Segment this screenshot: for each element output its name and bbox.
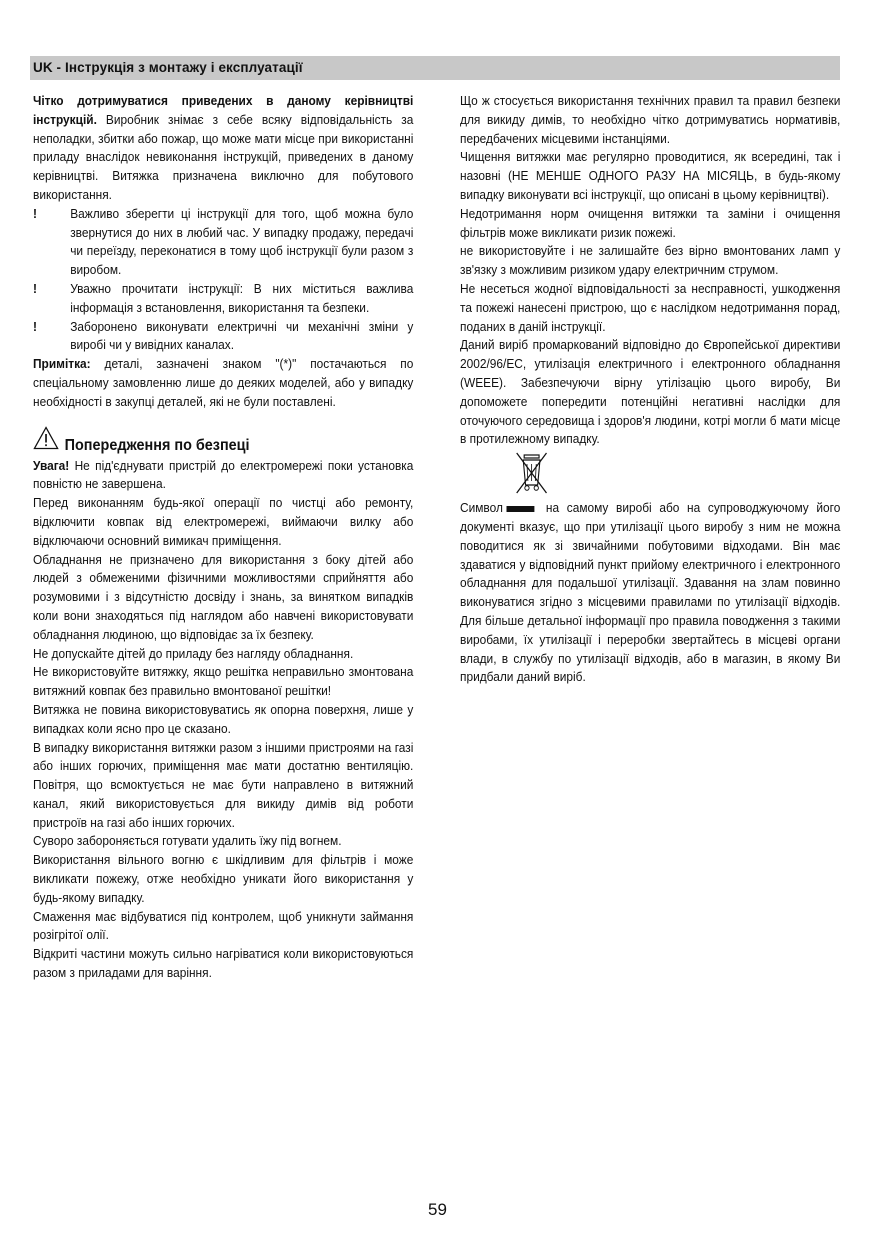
note-paragraph — [33, 355, 413, 411]
black-bar-icon — [507, 506, 535, 512]
left-column — [33, 92, 413, 983]
warning-text: Не під'єднувати пристрій до електромережі поки установка повністю не завершена. — [33, 457, 414, 492]
bullet-text: Заборонено виконувати електричні чи механічні зміни у виробі чи у вивідних каналах. — [70, 318, 414, 353]
info-paragraph: Не несеться жодної відповідальності за несправності, ушкодження та пожежі нанесені пристрою, що є наслідком недотримання порад, поданих в даній інструкції. — [460, 280, 841, 334]
warning-triangle-icon — [33, 426, 59, 457]
symbol-text: на самому виробі або на супроводжуючому його документі вказує, що при утилізації цього виробу з ним не можна поводитися як зі звичайними побутовими відходами. Він має здаватися у відповідний пункт прийому електричного і електронного обладнання для подальшої утилізації. Здавання на злам повинно виконуватися згідно з місцевими правилами по утилізації відходів. Для більше детальної інформації про правила поводження з такими виробами, їх утилізації і переробки звертайтесь в місцеві органи влади, в службу по утилізації відходів, або в магазин, в якому Ви придбали даний виріб. — [460, 500, 841, 685]
info-paragraph: Чищення витяжки має регулярно проводитися, як всередині, так і назовні (НЕ МЕНШЕ ОДНОГО РАЗУ НА МІСЯЦЬ, в будь-якому випадку виконувати всі інструкції, що описані в цьому керівництві). — [460, 149, 841, 202]
bullet-text: Важливо зберегти ці інструкції для того, щоб можна було звернутися до них в любий час. У випадку продажу, передачі чи переїзду, переконатися в тому щоб інструкції були разом з виробом. — [70, 205, 414, 278]
warning-paragraph — [33, 457, 413, 495]
intro-bold: Чітко дотримуватися приведених в даному керівництві інструкцій. — [33, 93, 414, 127]
safety-heading — [33, 426, 413, 457]
exclamation-icon: ! — [33, 280, 37, 296]
note-label: Примітка: — [33, 356, 91, 372]
warning-label: Увага! — [33, 457, 70, 473]
bullet-item — [33, 318, 413, 356]
safety-paragraph: Перед виконанням будь-якої операції по чистці або ремонту, відключити ковпак від електромережі, виймаючи вилку або відключаючи основний вимикач приміщення. — [33, 495, 414, 548]
note-text: деталі, зазначені знаком "(*)" постачаються по спеціальному замовленню лише до деяких моделей, або у випадку необхідності в закупці деталей, які не були поставлені. — [33, 356, 414, 409]
safety-paragraph: Не допускайте дітей до приладу без нагляду обладнання. — [33, 645, 354, 661]
right-column — [460, 92, 840, 687]
exclamation-icon: ! — [33, 205, 37, 221]
info-paragraph: Даний виріб промаркований відповідно до Європейської директиви 2002/96/EC, утилізація електричного і електронного обладнання (WEEE). Забезпечуючи вірну утілізацію цього виробу, Ви допоможете попередити потенційні негативні наслідки для оточуючого середовища і здоров'я людини, котрі могли б мати місце в протилежному випадку. — [460, 337, 841, 447]
bullet-text: Уважно прочитати інструкції: В них міститься важлива інформація з встановлення, використання та безпеки. — [70, 280, 414, 315]
safety-paragraph: Суворо забороняється готувати удалить їжу під вогнем. — [33, 833, 342, 849]
intro-paragraph — [33, 92, 413, 205]
page-number: 59 — [428, 1200, 447, 1219]
info-paragraph: не використовуйте і не залишайте без вірно вмонтованих ламп у зв'язку з можливим ризиком удару електричним струмом. — [460, 243, 841, 278]
safety-paragraph: Обладнання не призначено для використання з боку дітей або людей з обмеженими фізичними можливостями сприйняття або розумовими і з відсутністю досвіду і знань, за винятком випадків коли вони знаходяться під наглядом або навчені використовувати обладнання людиною, що відповідає за їх безпеку. — [33, 551, 414, 642]
weee-symbol — [460, 451, 840, 497]
safety-title: Попередження по безпеці — [64, 436, 250, 454]
symbol-paragraph — [460, 499, 840, 687]
bullet-item — [33, 280, 413, 318]
info-paragraph: Недотримання норм очищення витяжки та заміни і очищення фільтрів може викликати ризик пожежі. — [460, 205, 841, 240]
safety-paragraph: В випадку використання витяжки разом з іншими пристроями на газі або інших горючих, приміщення має мати достатню вентиляцію. Повітря, що всмоктується не має бути направлено в витяжний канал, який використовується для викиду димів від роботи пристроїв на газі або інших горючих. — [33, 739, 414, 830]
safety-paragraph: Використання вільного вогню є шкідливим для фільтрів і може викликати пожежу, отже необхідно уникати його використання у будь-якому випадку. — [33, 852, 414, 905]
intro-text: Виробник знімає з себе всяку відповідальність за неполадки, збитки або пожар, що може мати місце при використанні приладу внаслідок невиконання інструкцій, приведених в даному керівництві. Витяжка призначена виключно для побутового використання. — [33, 111, 414, 202]
section-title: UK - Інструкція з монтажу і експлуатації — [33, 60, 303, 75]
exclamation-icon: ! — [33, 318, 37, 334]
symbol-label: Символ — [460, 500, 503, 516]
safety-paragraph: Смаження має відбуватися під контролем, щоб уникнути займання розігрітої олії. — [33, 908, 414, 943]
crossed-bin-icon — [514, 483, 549, 498]
info-paragraph: Що ж стосується використання технічних правил та правил безпеки для викиду димів, то необхідно чітко дотримуватись нормативів, передбачених місцевими інстанціями. — [460, 93, 841, 146]
section-header — [30, 56, 840, 80]
bullet-item — [33, 205, 413, 280]
safety-paragraph: Відкриті частини можуть сильно нагріватися коли використовуються разом з приладами для варіння. — [33, 946, 414, 981]
safety-paragraph: Не використовуйте витяжку, якщо решітка неправильно змонтована витяжний ковпак без правильно вмонтованої решітки! — [33, 664, 414, 699]
safety-paragraph: Витяжка не повина використовуватись як опорна поверхня, лише у випадках коли ясно про це сказано. — [33, 701, 414, 736]
